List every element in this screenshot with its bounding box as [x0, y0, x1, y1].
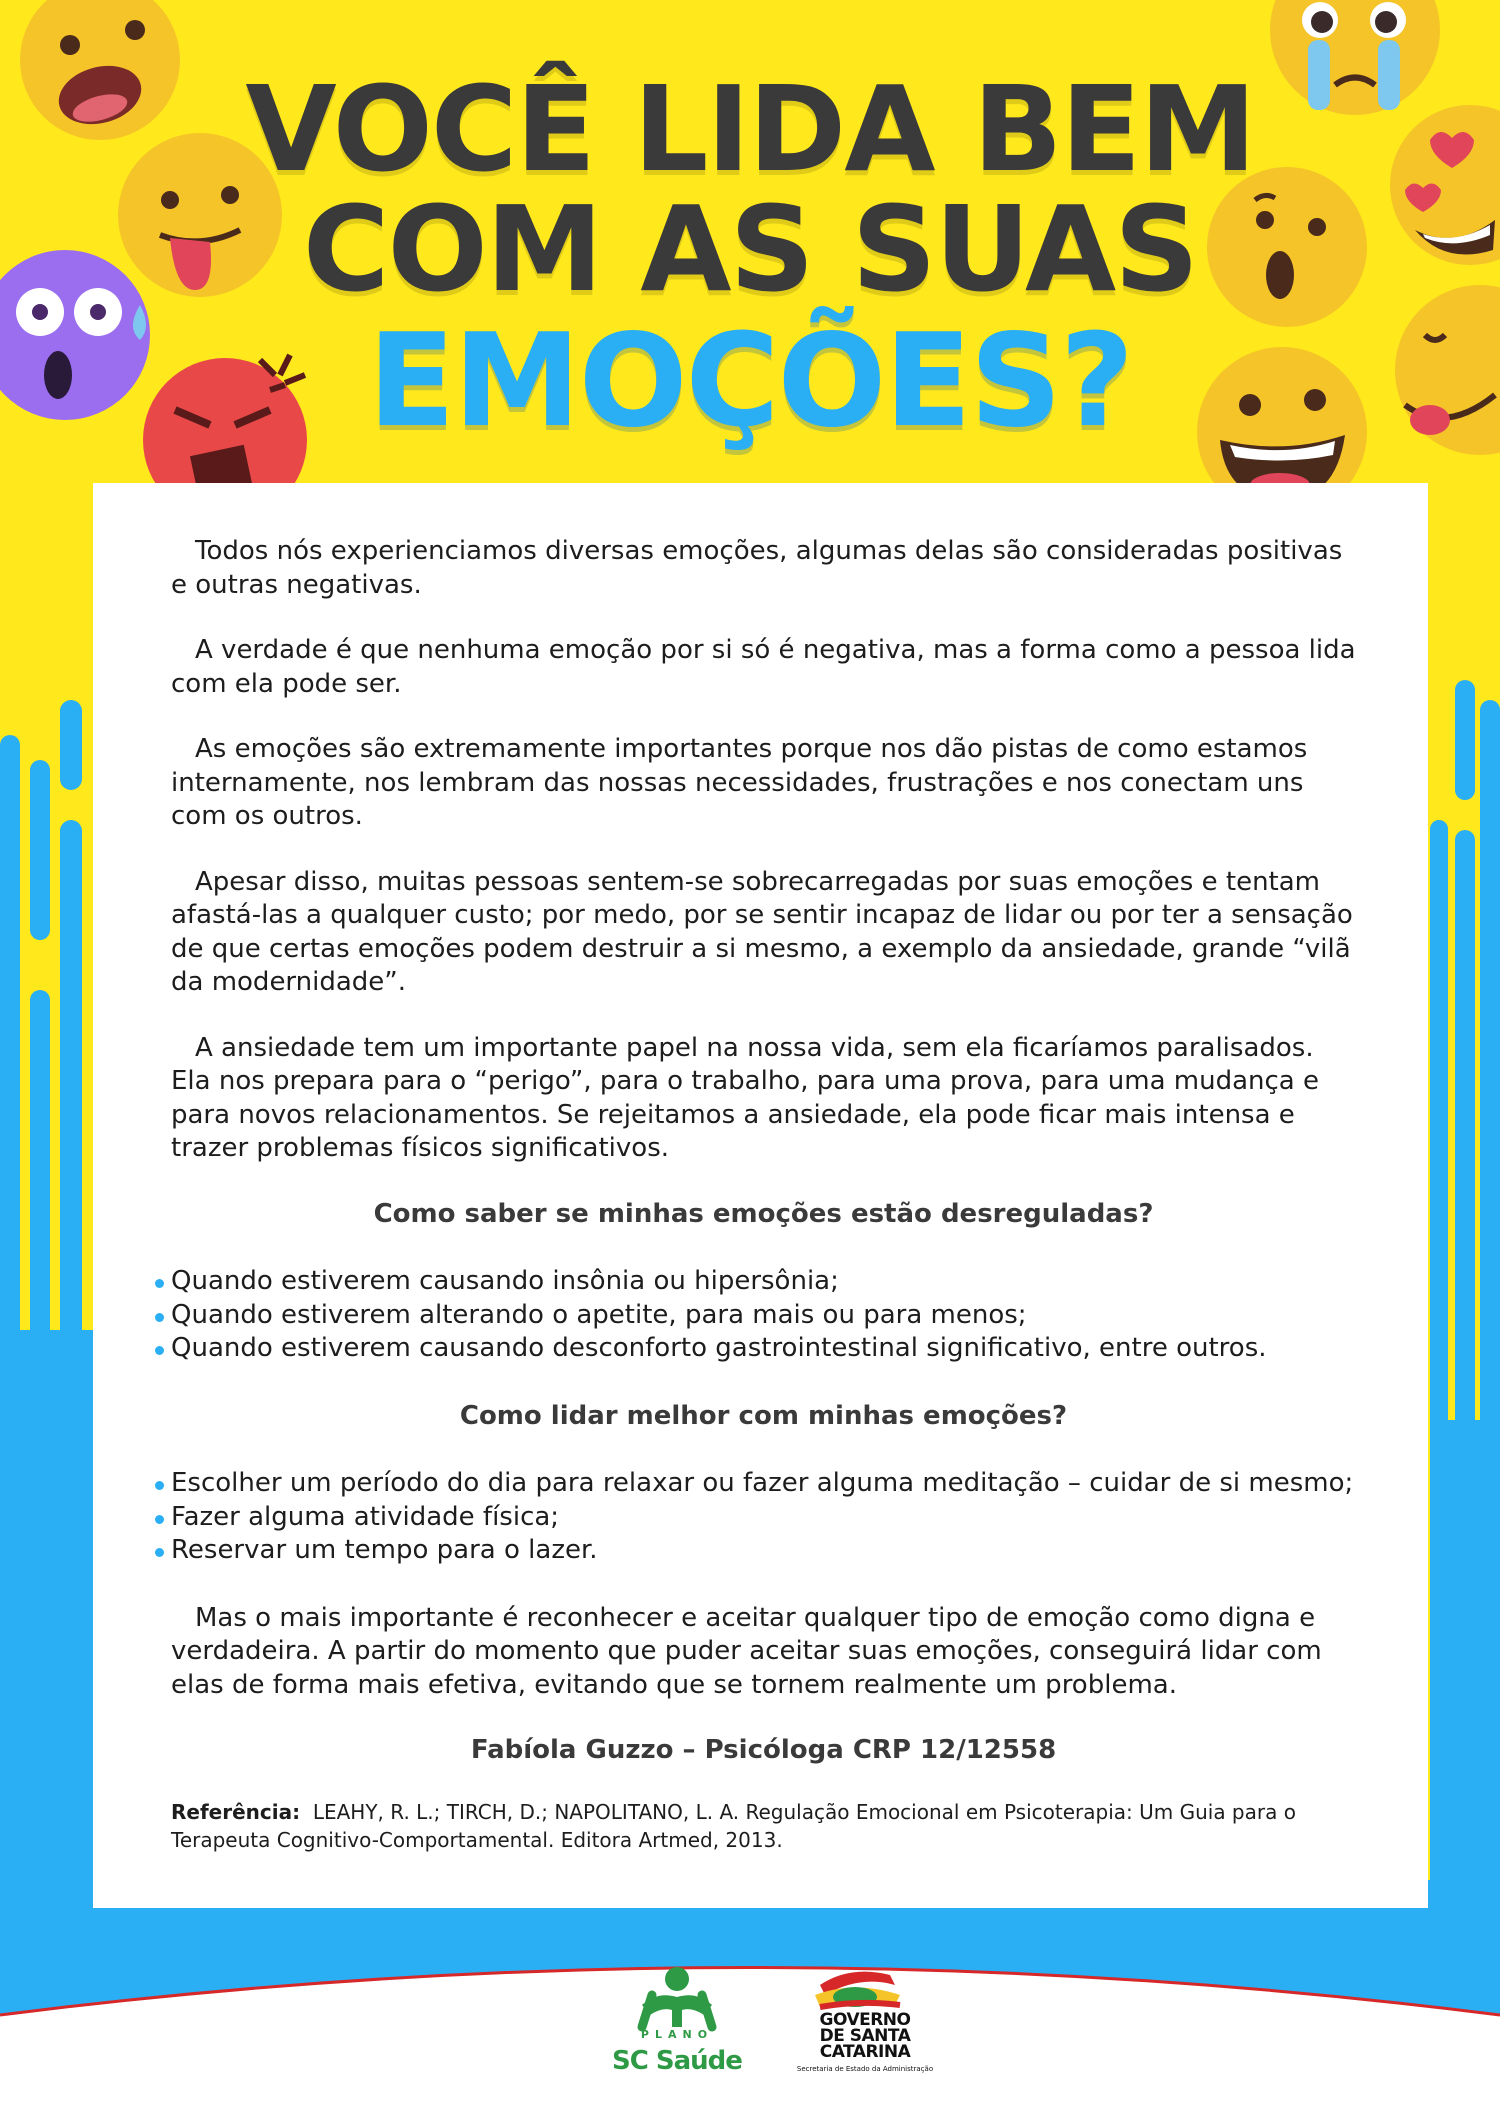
bullet-dot-icon [155, 1279, 164, 1288]
governo-label: GOVERNO DE SANTA CATARINA [819, 2010, 911, 2062]
paragraph-5: A ansiedade tem um importante papel na nossa vida, sem ela ficaríamos paralisados. Ela nos prepara para o “perigo”, para o trabalho, para uma prova, para uma mudança e para novos relacionamentos. Se rejeitamos a ansiedade, ela pode ficar mais intensa e trazer problemas físicos significativos. [171, 1032, 1319, 1163]
logo-sc-saude-label: SC Saúde [612, 2046, 742, 2076]
logo-plano-label: PLANO [640, 2028, 714, 2041]
footer-wave [0, 1940, 1500, 2122]
paragraph-3: As emoções são extremamente importantes porque nos dão pistas de como estamos internamente, nos lembram das nossas necessidades, frustrações e nos conectam uns com os outros. [171, 734, 1308, 831]
headline-line-2: COM AS SUAS [302, 180, 1198, 318]
bullet-dot-icon [155, 1548, 164, 1557]
secretaria-label: Secretaria de Estado da Administração [796, 2065, 934, 2073]
list-item: Fazer alguma atividade física; [157, 1501, 1356, 1535]
bullet-dot-icon [155, 1515, 164, 1524]
bullet-dot-icon [155, 1346, 164, 1355]
bullet-dot-icon [155, 1313, 164, 1322]
reference [171, 1798, 1356, 1854]
list-item: Quando estiverem alterando o apetite, para mais ou para menos; [157, 1299, 1356, 1333]
list-item: Escolher um período do dia para relaxar ou fazer alguma meditação – cuidar de si mesmo; [157, 1467, 1356, 1501]
section-1-title: Como saber se minhas emoções estão desreguladas? [373, 1198, 1154, 1229]
reference-text: LEAHY, R. L.; TIRCH, D.; NAPOLITANO, L. A. Regulação Emocional em Psicoterapia: Um Guia para o Terapeuta Cognitivo-Comportamental. Editora Artmed, 2013. [171, 1799, 1296, 1852]
bullet-dot-icon [155, 1481, 164, 1490]
headline-line-1: VOCÊ LIDA BEM [245, 60, 1255, 198]
paragraph-1: Todos nós experienciamos diversas emoções, algumas delas são consideradas positivas e outras negativas. [171, 536, 1343, 600]
content-card [93, 483, 1428, 1908]
author-signature: Fabíola Guzzo – Psicóloga CRP 12/12558 [470, 1735, 1057, 1765]
section-2-title: Como lidar melhor com minhas emoções? [459, 1400, 1068, 1431]
list-item: Quando estiverem causando insônia ou hipersônia; [157, 1265, 1356, 1299]
reference-label: Referência: [171, 1799, 301, 1824]
list-item: Quando estiverem causando desconforto gastrointestinal significativo, entre outros. [157, 1332, 1356, 1366]
section-1-list [171, 1265, 1356, 1366]
list-item: Reservar um tempo para o lazer. [157, 1534, 1356, 1568]
paragraph-4: Apesar disso, muitas pessoas sentem-se sobrecarregadas por suas emoções e tentam afastá-las a qualquer custo; por medo, por se sentir incapaz de lidar ou por ter a sensação de que certas emoções podem destruir a si mesmo, a exemplo da ansiedade, grande “vilã da modernidade”. [171, 866, 1353, 997]
closing-paragraph: Mas o mais importante é reconhecer e aceitar qualquer tipo de emoção como digna e verdadeira. A partir do momento que puder aceitar suas emoções, conseguirá lidar com elas de forma mais efetiva, evitando que se tornem realmente um problema. [171, 1602, 1322, 1700]
paragraph-2: A verdade é que nenhuma emoção por si só é negativa, mas a forma como a pessoa lida com ela pode ser. [171, 635, 1356, 699]
headline-line-3: EMOÇÕES? [367, 307, 1133, 456]
section-2-list [171, 1467, 1356, 1568]
